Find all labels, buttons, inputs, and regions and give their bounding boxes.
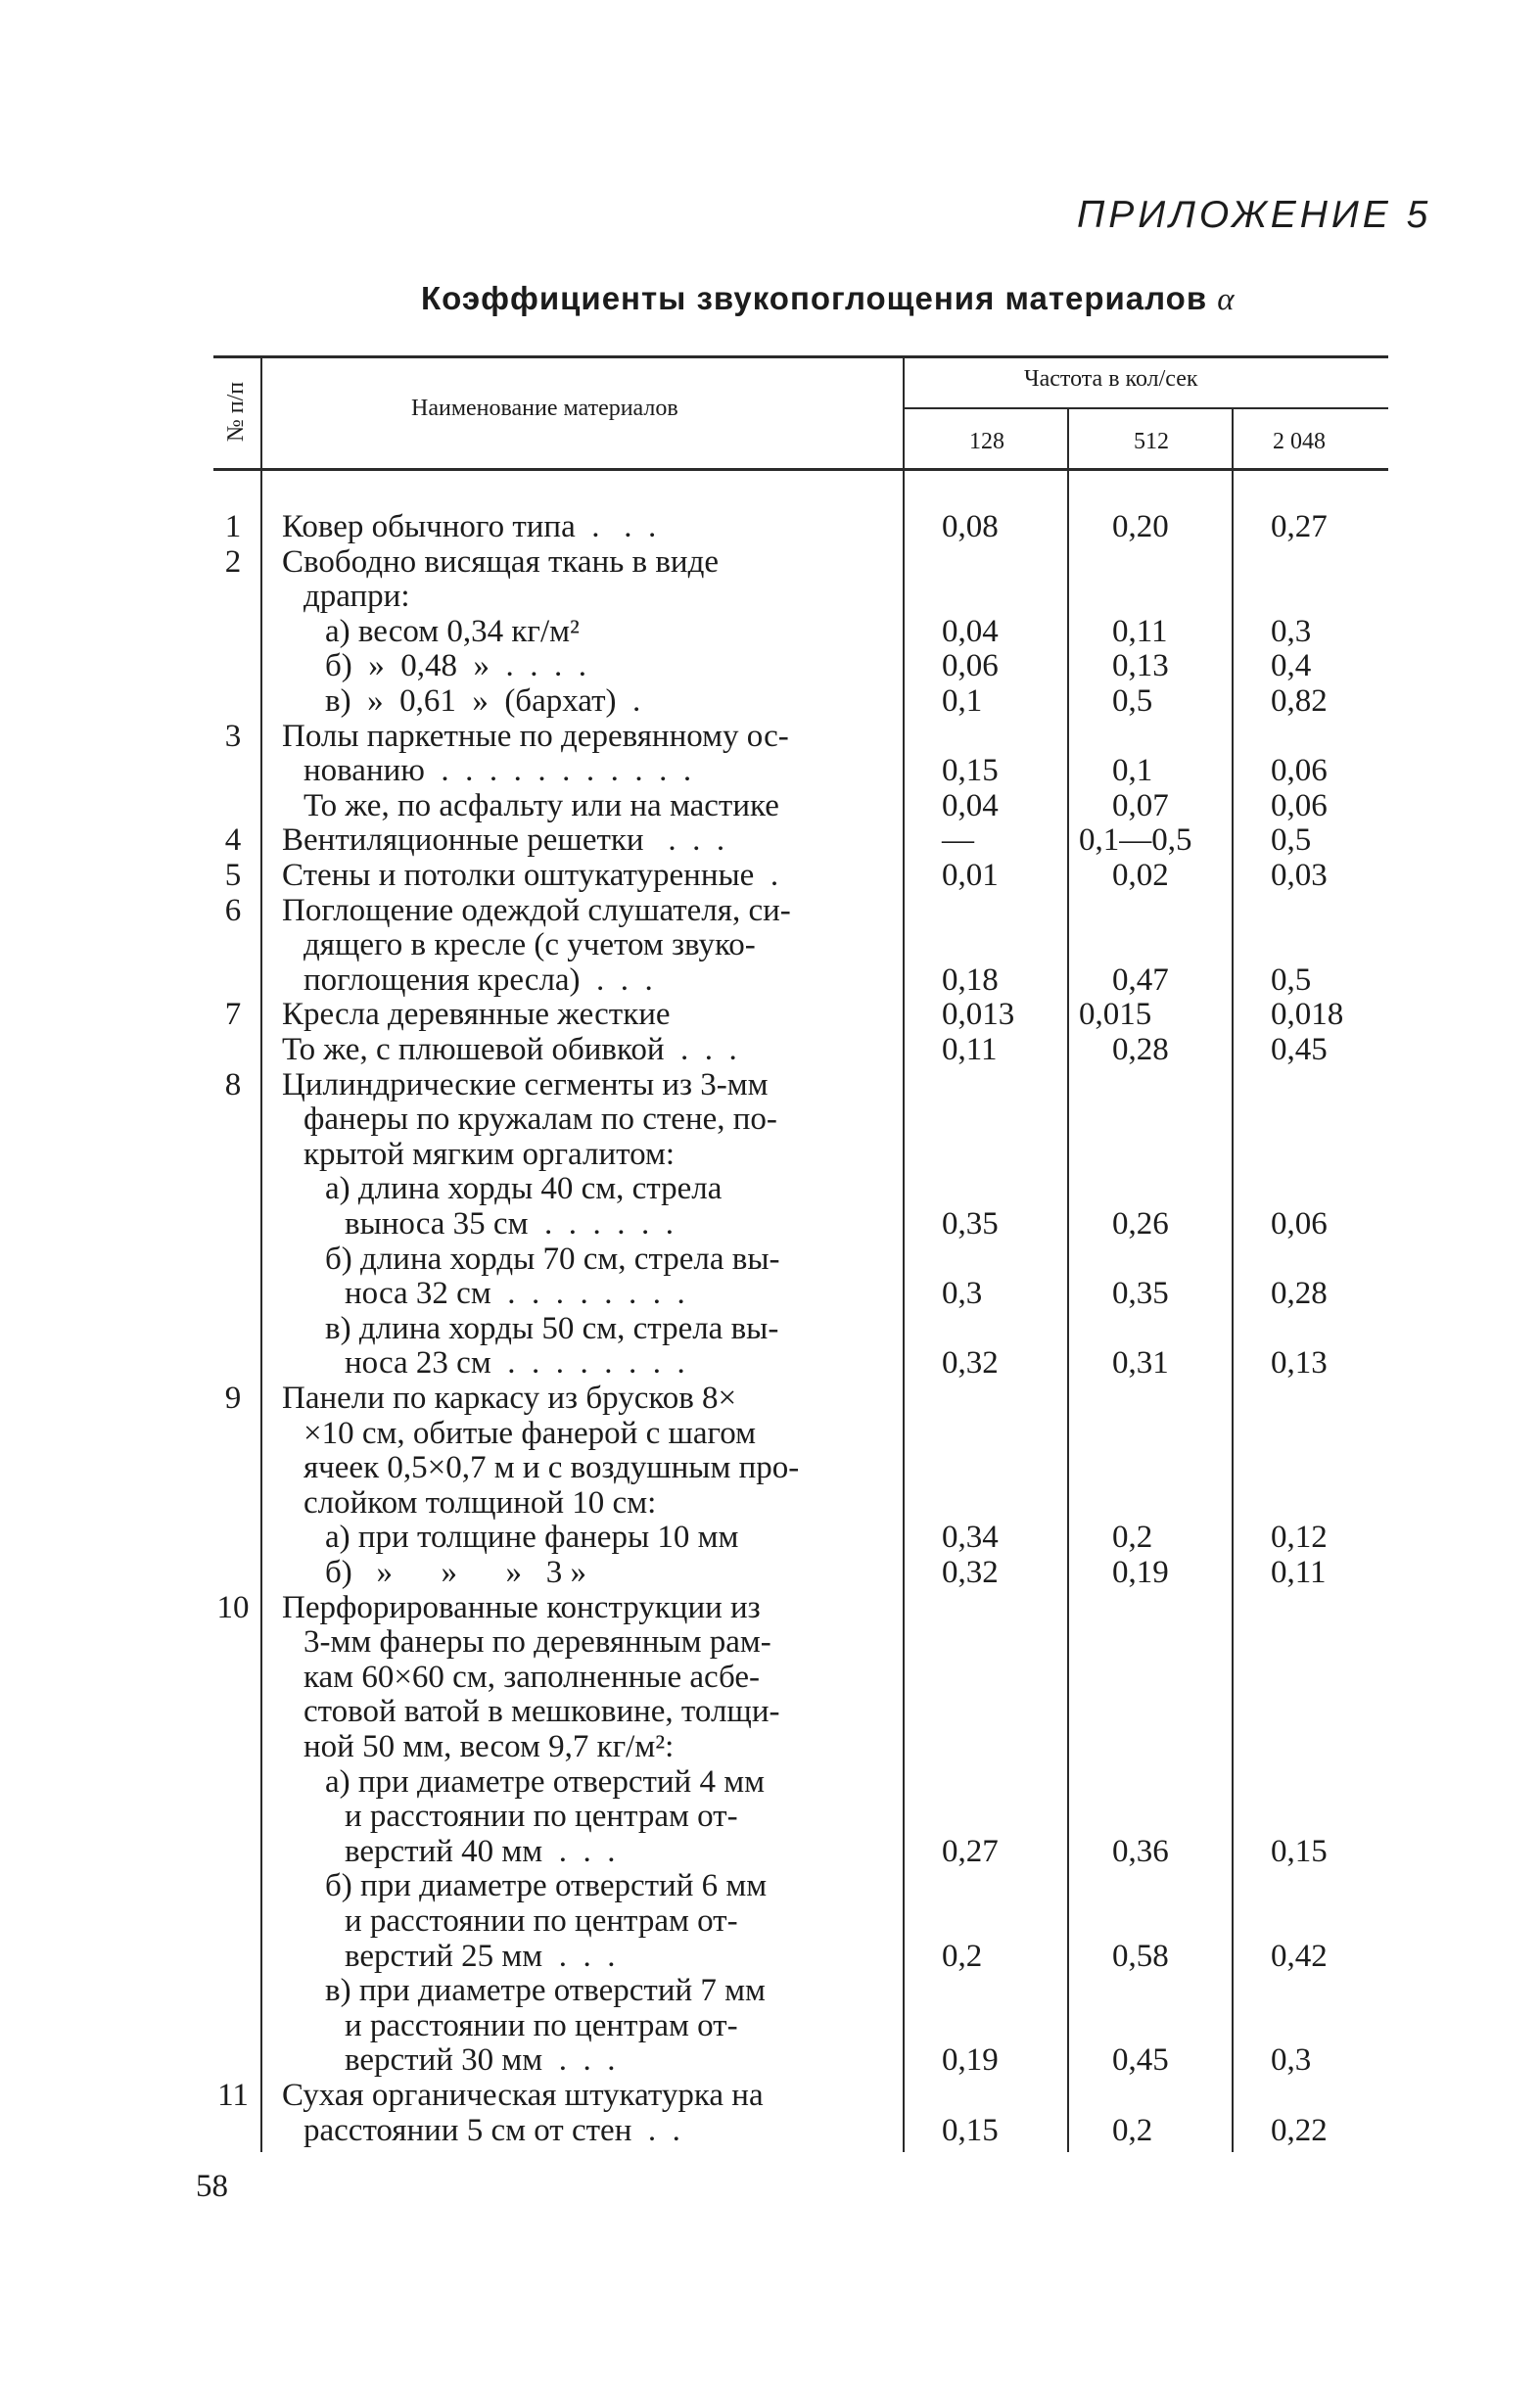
- material-text: Кресла деревянные жесткие: [282, 997, 671, 1033]
- material-text: 3-мм фанеры по деревянным рам-: [303, 1624, 771, 1661]
- value-512: 0,35: [1112, 1276, 1169, 1312]
- material-text: крытой мягким оргалитом:: [303, 1136, 676, 1172]
- value-128: —: [942, 822, 974, 859]
- material-text: Ковер обычного типа . . .: [282, 509, 657, 544]
- row-number: 5: [224, 858, 242, 893]
- value-128: 0,3: [942, 1276, 983, 1312]
- material-text: ячеек 0,5×0,7 м и с воздушным про-: [303, 1450, 800, 1486]
- value-512: 0,1—0,5: [1079, 822, 1192, 859]
- value-128: 0,2: [942, 1938, 983, 1974]
- row-number: 8: [224, 1066, 242, 1102]
- value-128: 0,11: [942, 1032, 998, 1067]
- value-512: 0,28: [1112, 1032, 1169, 1067]
- row-number: 4: [224, 822, 242, 859]
- row-number: 2: [224, 543, 242, 580]
- table-top-rule: [213, 355, 1388, 358]
- table-title: [421, 280, 1236, 318]
- material-text: в) » 0,61 » (бархат) .: [325, 683, 641, 719]
- value-2048: 0,03: [1271, 858, 1328, 893]
- material-text: Поглощение одеждой слушателя, си-: [282, 892, 791, 928]
- row-number: 3: [224, 718, 242, 754]
- freq-subheader-rule: [903, 407, 1388, 409]
- value-2048: 0,15: [1271, 1833, 1328, 1869]
- value-512: 0,11: [1112, 613, 1168, 649]
- material-text: дящего в кресле (с учетом звуко-: [303, 927, 756, 963]
- material-text: верстий 30 мм . . .: [345, 2042, 616, 2079]
- value-2048: 0,3: [1271, 613, 1312, 649]
- freq-header-512: 512: [1134, 429, 1169, 454]
- value-128: 0,06: [942, 648, 999, 684]
- value-512: 0,45: [1112, 2042, 1169, 2079]
- material-text: носа 32 см . . . . . . . .: [345, 1276, 685, 1312]
- value-2048: 0,11: [1271, 1555, 1327, 1590]
- material-text: выноса 35 см . . . . . .: [345, 1206, 674, 1242]
- row-number: 10: [216, 1589, 250, 1625]
- row-number: 1: [224, 509, 242, 544]
- material-text: а) при диаметре отверстий 4 мм: [325, 1763, 765, 1800]
- material-text: а) длина хорды 40 см, стрела: [325, 1171, 723, 1207]
- value-512: 0,2: [1112, 1520, 1153, 1556]
- value-2048: 0,12: [1271, 1520, 1328, 1556]
- material-text: То же, по асфальту или на мастике: [303, 787, 779, 823]
- material-text: б) » 0,48 » . . . .: [325, 648, 587, 684]
- value-2048: 0,45: [1271, 1032, 1328, 1067]
- material-text: верстий 40 мм . . .: [345, 1833, 616, 1869]
- material-text: драпри:: [303, 579, 410, 615]
- material-text: То же, с плюшевой обивкой . . .: [282, 1032, 737, 1067]
- value-128: 0,013: [942, 997, 1015, 1033]
- material-text: слойком толщиной 10 см:: [303, 1484, 657, 1521]
- value-2048: 0,27: [1271, 509, 1328, 544]
- value-2048: 0,22: [1271, 2112, 1328, 2148]
- material-text: Цилиндрические сегменты из 3-мм: [282, 1066, 769, 1102]
- material-text: а) весом 0,34 кг/м²: [325, 613, 580, 649]
- page-number: 58: [196, 2169, 228, 2204]
- material-text: и расстоянии по центрам от-: [345, 1799, 738, 1835]
- material-text: носа 23 см . . . . . . . .: [345, 1345, 685, 1382]
- title-symbol: α: [1217, 282, 1236, 317]
- value-2048: 0,3: [1271, 2042, 1312, 2079]
- num-column-header: [217, 362, 257, 460]
- value-128: 0,27: [942, 1833, 999, 1869]
- value-128: 0,04: [942, 787, 999, 823]
- value-128: 0,1: [942, 683, 983, 719]
- value-128: 0,35: [942, 1206, 999, 1242]
- row-number: 7: [224, 997, 242, 1033]
- value-2048: 0,82: [1271, 683, 1328, 719]
- value-512: 0,2: [1112, 2112, 1153, 2148]
- material-text: Свободно висящая ткань в виде: [282, 543, 720, 580]
- value-512: 0,26: [1112, 1206, 1169, 1242]
- value-128: 0,32: [942, 1345, 999, 1382]
- value-2048: 0,5: [1271, 961, 1312, 998]
- value-2048: 0,018: [1271, 997, 1344, 1033]
- value-512: 0,36: [1112, 1833, 1169, 1869]
- value-128: 0,15: [942, 2112, 999, 2148]
- value-128: 0,34: [942, 1520, 999, 1556]
- row-number: 9: [224, 1381, 242, 1416]
- value-2048: 0,13: [1271, 1345, 1328, 1382]
- num-column-header-text: № п/п: [223, 381, 250, 442]
- value-512: 0,1: [1112, 753, 1153, 789]
- material-text: и расстоянии по центрам от-: [345, 2007, 738, 2043]
- value-512: 0,20: [1112, 509, 1169, 544]
- value-512: 0,02: [1112, 858, 1169, 893]
- value-2048: 0,06: [1271, 753, 1328, 789]
- value-2048: 0,06: [1271, 1206, 1328, 1242]
- appendix-label: ПРИЛОЖЕНИЕ 5: [1077, 194, 1432, 236]
- material-text: в) длина хорды 50 см, стрела вы-: [325, 1310, 779, 1346]
- material-text: Панели по каркасу из брусков 8×: [282, 1381, 737, 1416]
- value-512: 0,015: [1079, 997, 1152, 1033]
- freq-col-divider-1: [1067, 407, 1069, 2152]
- material-text: б) при диаметре отверстий 6 мм: [325, 1868, 768, 1904]
- material-text: расстоянии 5 см от стен . .: [303, 2112, 680, 2148]
- row-number: 11: [217, 2078, 249, 2113]
- value-128: 0,19: [942, 2042, 999, 2079]
- value-128: 0,01: [942, 858, 999, 893]
- num-col-divider: [260, 355, 262, 2152]
- material-text: Стены и потолки оштукатуренные .: [282, 858, 779, 893]
- value-128: 0,08: [942, 509, 999, 544]
- material-text: и расстоянии по центрам от-: [345, 1903, 738, 1939]
- row-number: 6: [224, 892, 242, 928]
- value-128: 0,18: [942, 961, 999, 998]
- value-512: 0,5: [1112, 683, 1153, 719]
- value-512: 0,19: [1112, 1555, 1169, 1590]
- header-bottom-rule: [213, 468, 1388, 471]
- material-text: кам 60×60 см, заполненные асбе-: [303, 1659, 761, 1695]
- material-text: ной 50 мм, весом 9,7 кг/м²:: [303, 1729, 675, 1764]
- material-text: верстий 25 мм . . .: [345, 1938, 616, 1974]
- name-column-header: Наименование материалов: [411, 396, 678, 421]
- material-text: стовой ватой в мешковине, толщи-: [303, 1694, 780, 1730]
- material-text: Перфорированные конструкции из: [282, 1589, 761, 1625]
- material-text: нованию . . . . . . . . . . .: [303, 753, 692, 789]
- value-512: 0,07: [1112, 787, 1169, 823]
- material-text: ×10 см, обитые фанерой с шагом: [303, 1415, 756, 1451]
- value-128: 0,04: [942, 613, 999, 649]
- value-512: 0,58: [1112, 1938, 1169, 1974]
- value-2048: 0,06: [1271, 787, 1328, 823]
- material-text: Полы паркетные по деревянному ос-: [282, 718, 789, 754]
- value-128: 0,32: [942, 1555, 999, 1590]
- freq-group-header: Частота в кол/сек: [1024, 366, 1198, 392]
- value-2048: 0,5: [1271, 822, 1312, 859]
- material-text: поглощения кресла) . . .: [303, 961, 653, 998]
- freq-header-2048: 2 048: [1273, 429, 1326, 454]
- freq-header-128: 128: [969, 429, 1004, 454]
- material-text: фанеры по кружалам по стене, по-: [303, 1102, 777, 1138]
- value-2048: 0,4: [1271, 648, 1312, 684]
- material-text: б) длина хорды 70 см, стрела вы-: [325, 1241, 780, 1277]
- material-text: в) при диаметре отверстий 7 мм: [325, 1973, 766, 2009]
- material-text: б) » » » 3 »: [325, 1555, 587, 1590]
- value-512: 0,47: [1112, 961, 1169, 998]
- value-2048: 0,28: [1271, 1276, 1328, 1312]
- value-512: 0,13: [1112, 648, 1169, 684]
- value-512: 0,31: [1112, 1345, 1169, 1382]
- title-text: Коэффициенты звукопоглощения материалов: [421, 280, 1208, 316]
- value-128: 0,15: [942, 753, 999, 789]
- name-col-divider: [903, 355, 905, 2152]
- material-text: Вентиляционные решетки . . .: [282, 822, 725, 859]
- material-text: а) при толщине фанеры 10 мм: [325, 1520, 739, 1556]
- freq-col-divider-2: [1232, 407, 1234, 2152]
- value-2048: 0,42: [1271, 1938, 1328, 1974]
- material-text: Сухая органическая штукатурка на: [282, 2078, 764, 2113]
